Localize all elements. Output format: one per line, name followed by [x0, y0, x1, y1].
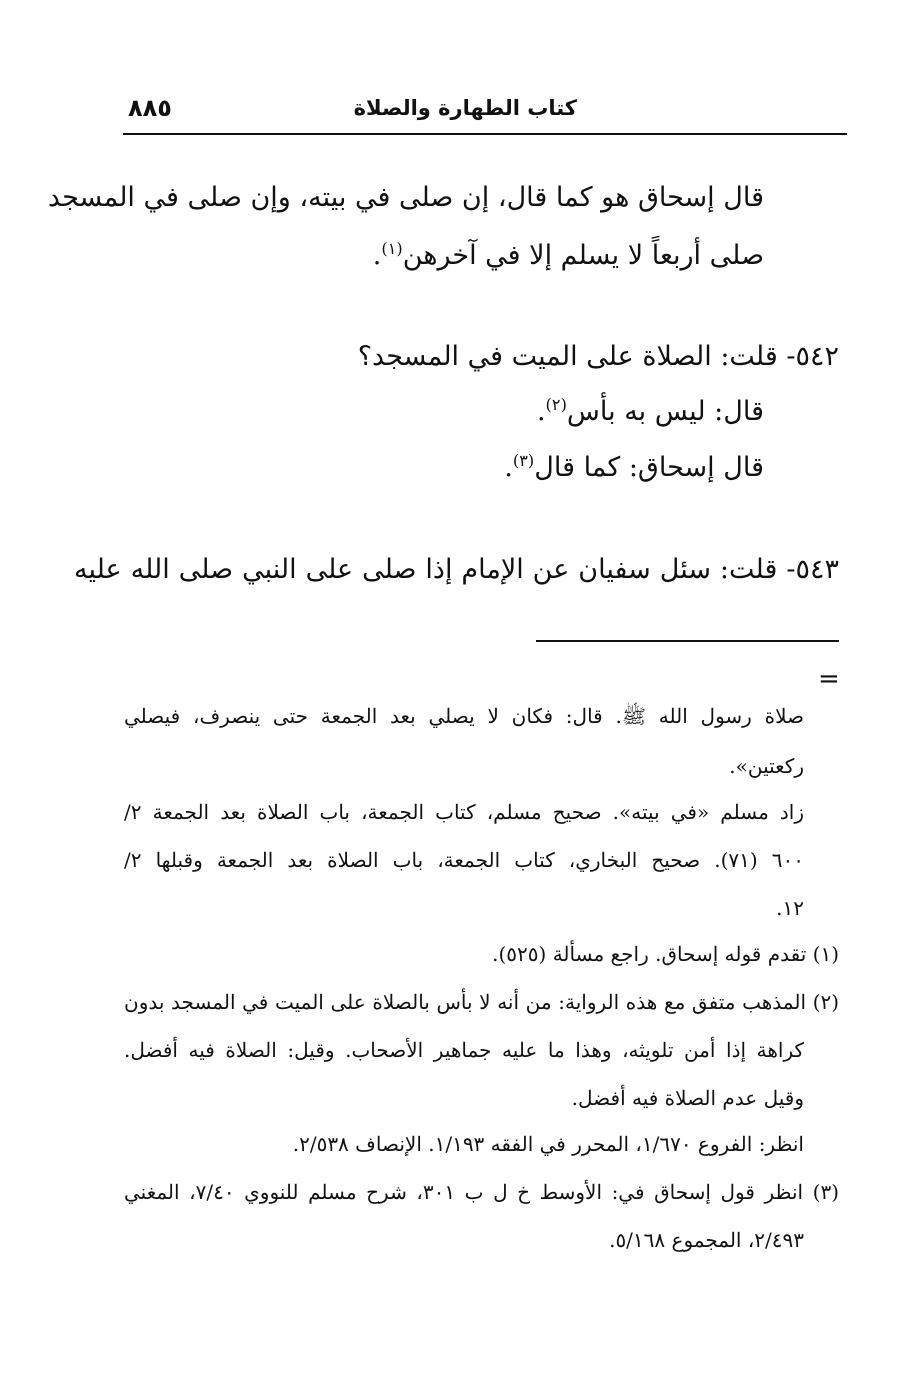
- footnote-cont-line-3: زاد مسلم «في بيته». صحيح مسلم، كتاب الجمعة، باب الصلاة بعد الجمعة ٢/: [124, 800, 804, 824]
- body-line-2: [373, 240, 764, 271]
- footnote-2-line-4: انظر: الفروع ١/٦٧٠، المحرر في الفقه ١/١٩٣. الإنصاف ٢/٥٣٨.: [292, 1132, 804, 1156]
- page-number: ٨٨٥: [128, 94, 172, 122]
- ishaq-542: [504, 452, 764, 483]
- ishaq-542-text: قال إسحاق: كما قال: [534, 452, 764, 483]
- footnote-cont-line-4: ٦٠٠ (٧١). صحيح البخاري، كتاب الجمعة، باب الصلاة بعد الجمعة وقبلها ٢/: [124, 848, 804, 872]
- footnote-ref-1: (١): [381, 239, 403, 258]
- footnote-3-line-1: (٣) انظر قول إسحاق في: الأوسط خ ل ب ٣٠١، شرح مسلم للنووي ٧/٤٠، المغني: [124, 1180, 839, 1204]
- period: .: [504, 452, 513, 483]
- period: .: [372, 240, 382, 271]
- question-543: ٥٤٣- قلت: سئل سفيان عن الإمام إذا صلى على النبي صلى الله عليه: [74, 554, 839, 585]
- footnote-cont-line-5: ١٢.: [776, 896, 804, 920]
- footnote-continuation-mark: =: [818, 664, 840, 694]
- footnote-3-line-2: ٢/٤٩٣، المجموع ٥/١٦٨.: [609, 1228, 804, 1252]
- body-line-2-text: صلى أربعاً لا يسلم إلا في آخرهن: [402, 240, 764, 271]
- footnote-separator: [536, 640, 839, 642]
- running-header-title: كتاب الطهارة والصلاة: [353, 96, 577, 120]
- header-rule: [123, 133, 847, 135]
- footnote-2-line-3: وقيل عدم الصلاة فيه أفضل.: [571, 1086, 804, 1110]
- footnote-ref-2: (٢): [545, 395, 567, 414]
- footnote-cont-line-2: ركعتين».: [729, 754, 804, 778]
- body-line-1: قال إسحاق هو كما قال، إن صلى في بيته، وإن صلى في المسجد: [47, 182, 764, 213]
- answer-542: [537, 396, 764, 427]
- answer-542-text: قال: ليس به بأس: [566, 396, 764, 427]
- footnote-2-line-2: كراهة إذا أمن تلويثه، وهذا ما عليه جماهير الأصحاب. وقيل: الصلاة فيه أفضل.: [124, 1038, 804, 1062]
- period: .: [536, 396, 546, 427]
- footnote-ref-3: (٣): [512, 451, 535, 470]
- footnote-1: (١) تقدم قوله إسحاق. راجع مسألة (٥٢٥).: [492, 942, 839, 966]
- question-542: ٥٤٢- قلت: الصلاة على الميت في المسجد؟: [357, 341, 839, 372]
- footnote-2-line-1: (٢) المذهب متفق مع هذه الرواية: من أنه لا بأس بالصلاة على الميت في المسجد بدون: [124, 990, 839, 1014]
- footnote-cont-line-1: صلاة رسول الله ﷺ. قال: فكان لا يصلي بعد الجمعة حتى ينصرف، فيصلي: [124, 704, 804, 728]
